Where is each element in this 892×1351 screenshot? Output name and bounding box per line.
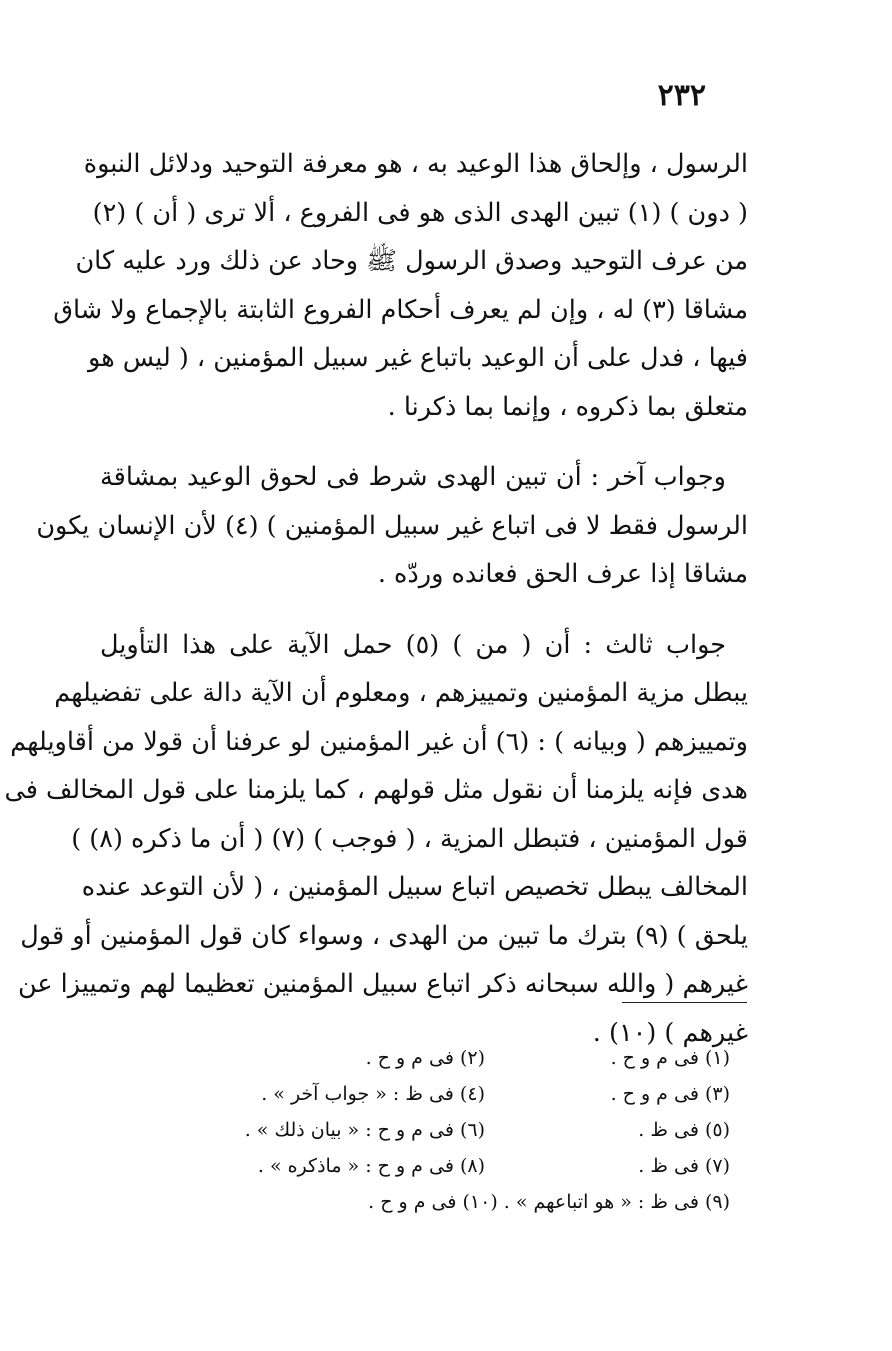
footnote-3: (٣) فى م و ح . bbox=[610, 1083, 730, 1105]
paragraph-2 bbox=[36, 453, 748, 599]
text-line: الرسول فقط لا فى اتباع غير سبيل المؤمنين ) (٤) لأن الإنسان يكون bbox=[36, 510, 748, 541]
footnote-9-10: (٩) فى ظ : « هو اتباعهم » . (١٠) فى م و ح . bbox=[368, 1191, 730, 1213]
page-number: ٢٣٢ bbox=[657, 78, 706, 113]
footnote-row bbox=[100, 1112, 730, 1148]
footnote-5: (٥) فى ظ . bbox=[638, 1119, 730, 1141]
footnote-6: (٦) فى م و ح : « بيان ذلك » . bbox=[244, 1119, 485, 1141]
footnote-1: (١) فى م و ح . bbox=[610, 1047, 730, 1069]
text-line: هدى فإنه يلزمنا أن نقول مثل قولهم ، كما يلزمنا على قول المخالف فى bbox=[4, 775, 748, 805]
footnote-8: (٨) فى م و ح : « ماذكره » . bbox=[257, 1155, 485, 1177]
text-line: ( دون ) (١) تبين الهدى الذى هو فى الفروع ، ألا ترى ( أن ) (٢) bbox=[92, 197, 748, 228]
text-line: غيرهم ) (١٠) . bbox=[592, 1017, 748, 1048]
text-line: من عرف التوحيد وصدق الرسول ﷺ وحاد عن ذلك ورد عليه كان bbox=[75, 246, 748, 276]
footnote-row bbox=[100, 1184, 730, 1220]
text-line: فيها ، فدل على أن الوعيد باتباع غير سبيل المؤمنين ، ( ليس هو bbox=[88, 343, 748, 373]
text-line: غيرهم ( والله سبحانه ذكر اتباع سبيل المؤمنين تعظيما لهم وتمييزا عن bbox=[17, 969, 748, 999]
text-line: قول المؤمنين ، فتبطل المزية ، ( فوجب ) (٧) ( أن ما ذكره (٨) ) bbox=[71, 823, 748, 854]
text-line: مشاقا إذا عرف الحق فعانده وردّه . bbox=[377, 559, 748, 589]
footnote-row bbox=[100, 1040, 730, 1076]
text-line: المخالف يبطل تخصيص اتباع سبيل المؤمنين ، ( لأن التوعد عنده bbox=[81, 872, 748, 902]
footnotes bbox=[100, 1040, 730, 1220]
footnote-4: (٤) فى ظ : « جواب آخر » . bbox=[261, 1083, 485, 1105]
text-line: جواب ثالث : أن ( من ) (٥) حمل الآية على هذا التأويل bbox=[100, 629, 727, 660]
text-line: مشاقا (٣) له ، وإن لم يعرف أحكام الفروع الثابتة بالإجماع ولا شاق bbox=[53, 294, 748, 325]
main-text bbox=[4, 140, 748, 1079]
footnote-2: (٢) فى م و ح . bbox=[365, 1047, 485, 1069]
footnote-separator bbox=[622, 1002, 747, 1003]
text-line: الرسول ، وإلحاق هذا الوعيد به ، هو معرفة التوحيد ودلائل النبوة bbox=[83, 149, 748, 179]
text-line: متعلق بما ذكروه ، وإنما بما ذكرنا . bbox=[387, 391, 748, 422]
text-line: يبطل مزية المؤمنين وتمييزهم ، ومعلوم أن الآية دالة على تفضيلهم bbox=[54, 678, 748, 708]
footnote-row bbox=[100, 1148, 730, 1184]
paragraph-3 bbox=[4, 621, 748, 1058]
text-line: وتمييزهم ( وبيانه ) : (٦) أن غير المؤمنين لو عرفنا أن قولا من أقاويلهم bbox=[10, 726, 748, 757]
paragraph-1 bbox=[53, 140, 748, 431]
text-line: وجواب آخر : أن تبين الهدى شرط فى لحوق الوعيد بمشاقة bbox=[100, 462, 726, 492]
text-line: يلحق ) (٩) بترك ما تبين من الهدى ، وسواء كان قول المؤمنين أو قول bbox=[20, 920, 748, 951]
footnote-7: (٧) فى ظ . bbox=[638, 1155, 730, 1177]
footnote-row bbox=[100, 1076, 730, 1112]
